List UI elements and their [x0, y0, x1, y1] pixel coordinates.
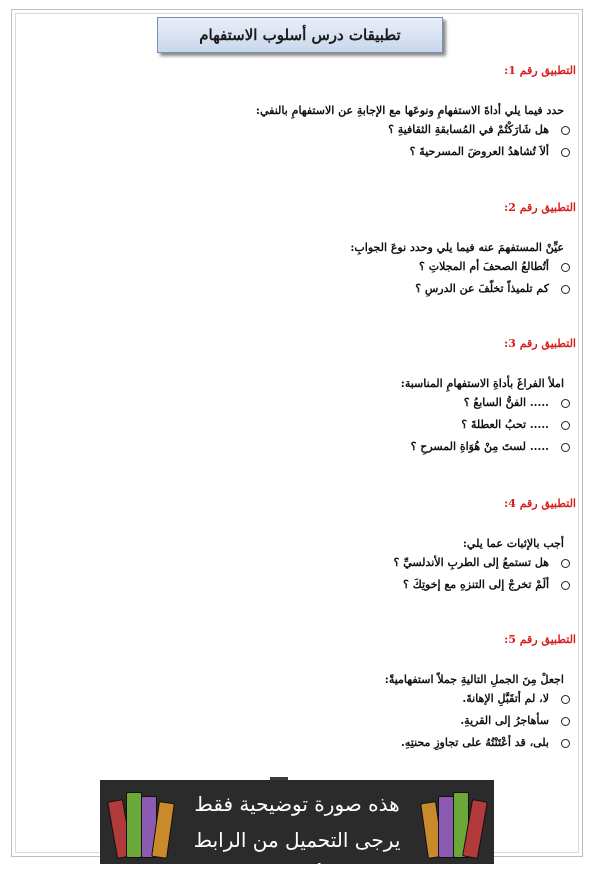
books-icon — [422, 788, 484, 858]
list-item-text: سأهاجرُ إلى القريةِ. — [460, 714, 549, 727]
circle-bullet-icon — [561, 285, 570, 294]
exercise-5 — [76, 632, 576, 754]
list-item-text: كم تلميذاً تخلّفَ عن الدرسِ ؟ — [415, 282, 549, 295]
circle-bullet-icon — [561, 421, 570, 430]
list-item — [76, 414, 576, 436]
banner-line-1: هذه صورة توضيحية فقط — [194, 792, 400, 816]
exercise-instruction: حدد فيما يلي أداةَ الاستفهامِ ونوعَها مع الإجابةِ عن الاستفهامِ بالنفي: — [255, 104, 564, 117]
list-item — [76, 552, 576, 574]
list-item — [76, 710, 576, 732]
list-item-text: هل شَارَكْتُمْ في المُسابقةِ الثقافيةِ ؟ — [388, 123, 549, 136]
list-item-text: لا، لم أتقَبَّلِ الإهانةَ. — [462, 692, 549, 705]
list-item — [76, 732, 576, 754]
circle-bullet-icon — [561, 126, 570, 135]
exercise-instruction: أجب بالإثبات عما يلي: — [462, 537, 564, 550]
list-item-text: أتُطالعُ الصحفَ أم المجلاتِ ؟ — [419, 260, 549, 273]
list-item-text: ..... الفنُّ السابعُ ؟ — [463, 396, 549, 409]
list-item — [76, 119, 576, 141]
list-item-text: ألَمْ تخرجْ إلى التنزهِ مع إخوتِكَ ؟ — [403, 578, 549, 591]
banner-text — [180, 786, 414, 888]
exercise-instruction: اجعلْ مِنَ الجملِ التاليةِ جملاً استفهاميةً: — [384, 673, 564, 686]
page-title-box — [157, 17, 443, 53]
circle-bullet-icon — [561, 148, 570, 157]
circle-bullet-icon — [561, 443, 570, 452]
exercise-1 — [76, 63, 576, 163]
banner-line-2: يرجى التحميل من الرابط أسفله — [193, 828, 401, 888]
circle-bullet-icon — [561, 559, 570, 568]
exercise-items — [76, 688, 576, 754]
list-item — [76, 436, 576, 458]
circle-bullet-icon — [561, 581, 570, 590]
list-item — [76, 141, 576, 163]
list-item — [76, 574, 576, 596]
list-item-text: هل تستمعُ إلى الطربِ الأندلسيِّ ؟ — [393, 556, 549, 569]
list-item-text: ..... لستَ مِنْ هُوَاةِ المسرحِ ؟ — [410, 440, 549, 453]
exercise-items — [76, 256, 576, 300]
circle-bullet-icon — [561, 695, 570, 704]
circle-bullet-icon — [561, 399, 570, 408]
list-item-text: بلى، قد أعْتَنْتُهُ على تجاوزِ محنتِهِ. — [401, 736, 549, 749]
circle-bullet-icon — [561, 739, 570, 748]
exercise-items — [76, 119, 576, 163]
circle-bullet-icon — [561, 263, 570, 272]
list-item — [76, 392, 576, 414]
exercise-title: التطبيق رقم 1: — [504, 64, 576, 77]
exercise-instruction: عيِّنْ المستفهمَ عنه فيما يلي وحدد نوعَ الجوابِ: — [350, 241, 564, 254]
circle-bullet-icon — [561, 717, 570, 726]
exercise-title: التطبيق رقم 3: — [504, 337, 576, 350]
exercise-instruction: املأ الفراغَ بأداةِ الاستفهامِ المناسبة: — [400, 377, 564, 390]
page-title: تطبيقات درس أسلوب الاستفهام — [199, 26, 401, 44]
exercise-4 — [76, 496, 576, 596]
exercise-2 — [76, 200, 576, 300]
exercise-items — [76, 392, 576, 458]
exercise-3 — [76, 336, 576, 458]
books-icon — [110, 788, 172, 858]
list-item-text: ألاَ تُشاهدُ العروضَ المسرحيةَ ؟ — [409, 145, 549, 158]
list-item — [76, 688, 576, 710]
exercise-title: التطبيق رقم 2: — [504, 201, 576, 214]
exercise-items — [76, 552, 576, 596]
list-item — [76, 278, 576, 300]
exercise-title: التطبيق رقم 5: — [504, 633, 576, 646]
list-item-text: ..... تحبُ العطلةَ ؟ — [461, 418, 549, 431]
list-item — [76, 256, 576, 278]
exercise-title: التطبيق رقم 4: — [504, 497, 576, 510]
watermark-banner — [100, 780, 494, 888]
